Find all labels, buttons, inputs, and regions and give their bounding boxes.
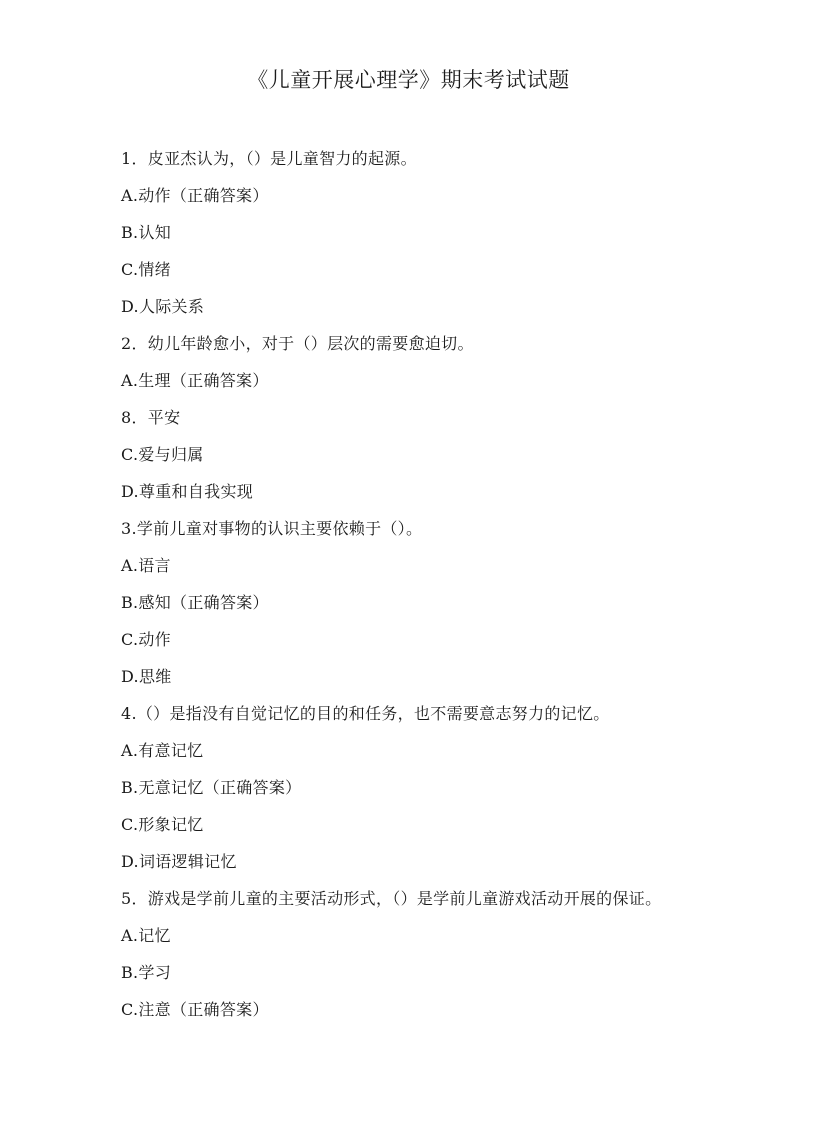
answer-option: D.人际关系 [121, 297, 205, 316]
question-stem: 1．皮亚杰认为，（）是儿童智力的起源。 [121, 149, 417, 168]
question-stem: 5．游戏是学前儿童的主要活动形式，（）是学前儿童游戏活动开展的保证。 [121, 889, 662, 908]
answer-option: C.形象记忆 [121, 815, 204, 834]
answer-option: A.记忆 [121, 926, 171, 945]
answer-option: C.情绪 [121, 260, 171, 279]
answer-option: B.认知 [121, 223, 172, 242]
answer-option: 8．平安 [121, 408, 181, 427]
answer-option: C.注意（正确答案） [121, 1000, 269, 1019]
answer-option: A.生理（正确答案） [121, 371, 269, 390]
answer-option: D.尊重和自我实现 [121, 482, 254, 501]
answer-option: C.爱与归属 [121, 445, 204, 464]
answer-option: A.语言 [121, 556, 171, 575]
answer-option: D.词语逻辑记忆 [121, 852, 237, 871]
answer-option: A.动作（正确答案） [121, 186, 269, 205]
answer-option: D.思维 [121, 667, 172, 686]
question-stem: 4.（）是指没有自觉记忆的目的和任务，也不需要意志努力的记忆。 [121, 704, 610, 723]
page-title: 《儿童开展心理学》期末考试试题 [247, 68, 570, 92]
answer-option: B.学习 [121, 963, 172, 982]
answer-option: C.动作 [121, 630, 171, 649]
answer-option: B.感知（正确答案） [121, 593, 269, 612]
answer-option: A.有意记忆 [121, 741, 204, 760]
answer-option: B.无意记忆（正确答案） [121, 778, 302, 797]
question-stem: 3.学前儿童对事物的认识主要依赖于（）。 [121, 519, 423, 538]
question-list [121, 143, 661, 1031]
question-stem: 2．幼儿年龄愈小，对于（）层次的需要愈迫切。 [121, 334, 474, 353]
